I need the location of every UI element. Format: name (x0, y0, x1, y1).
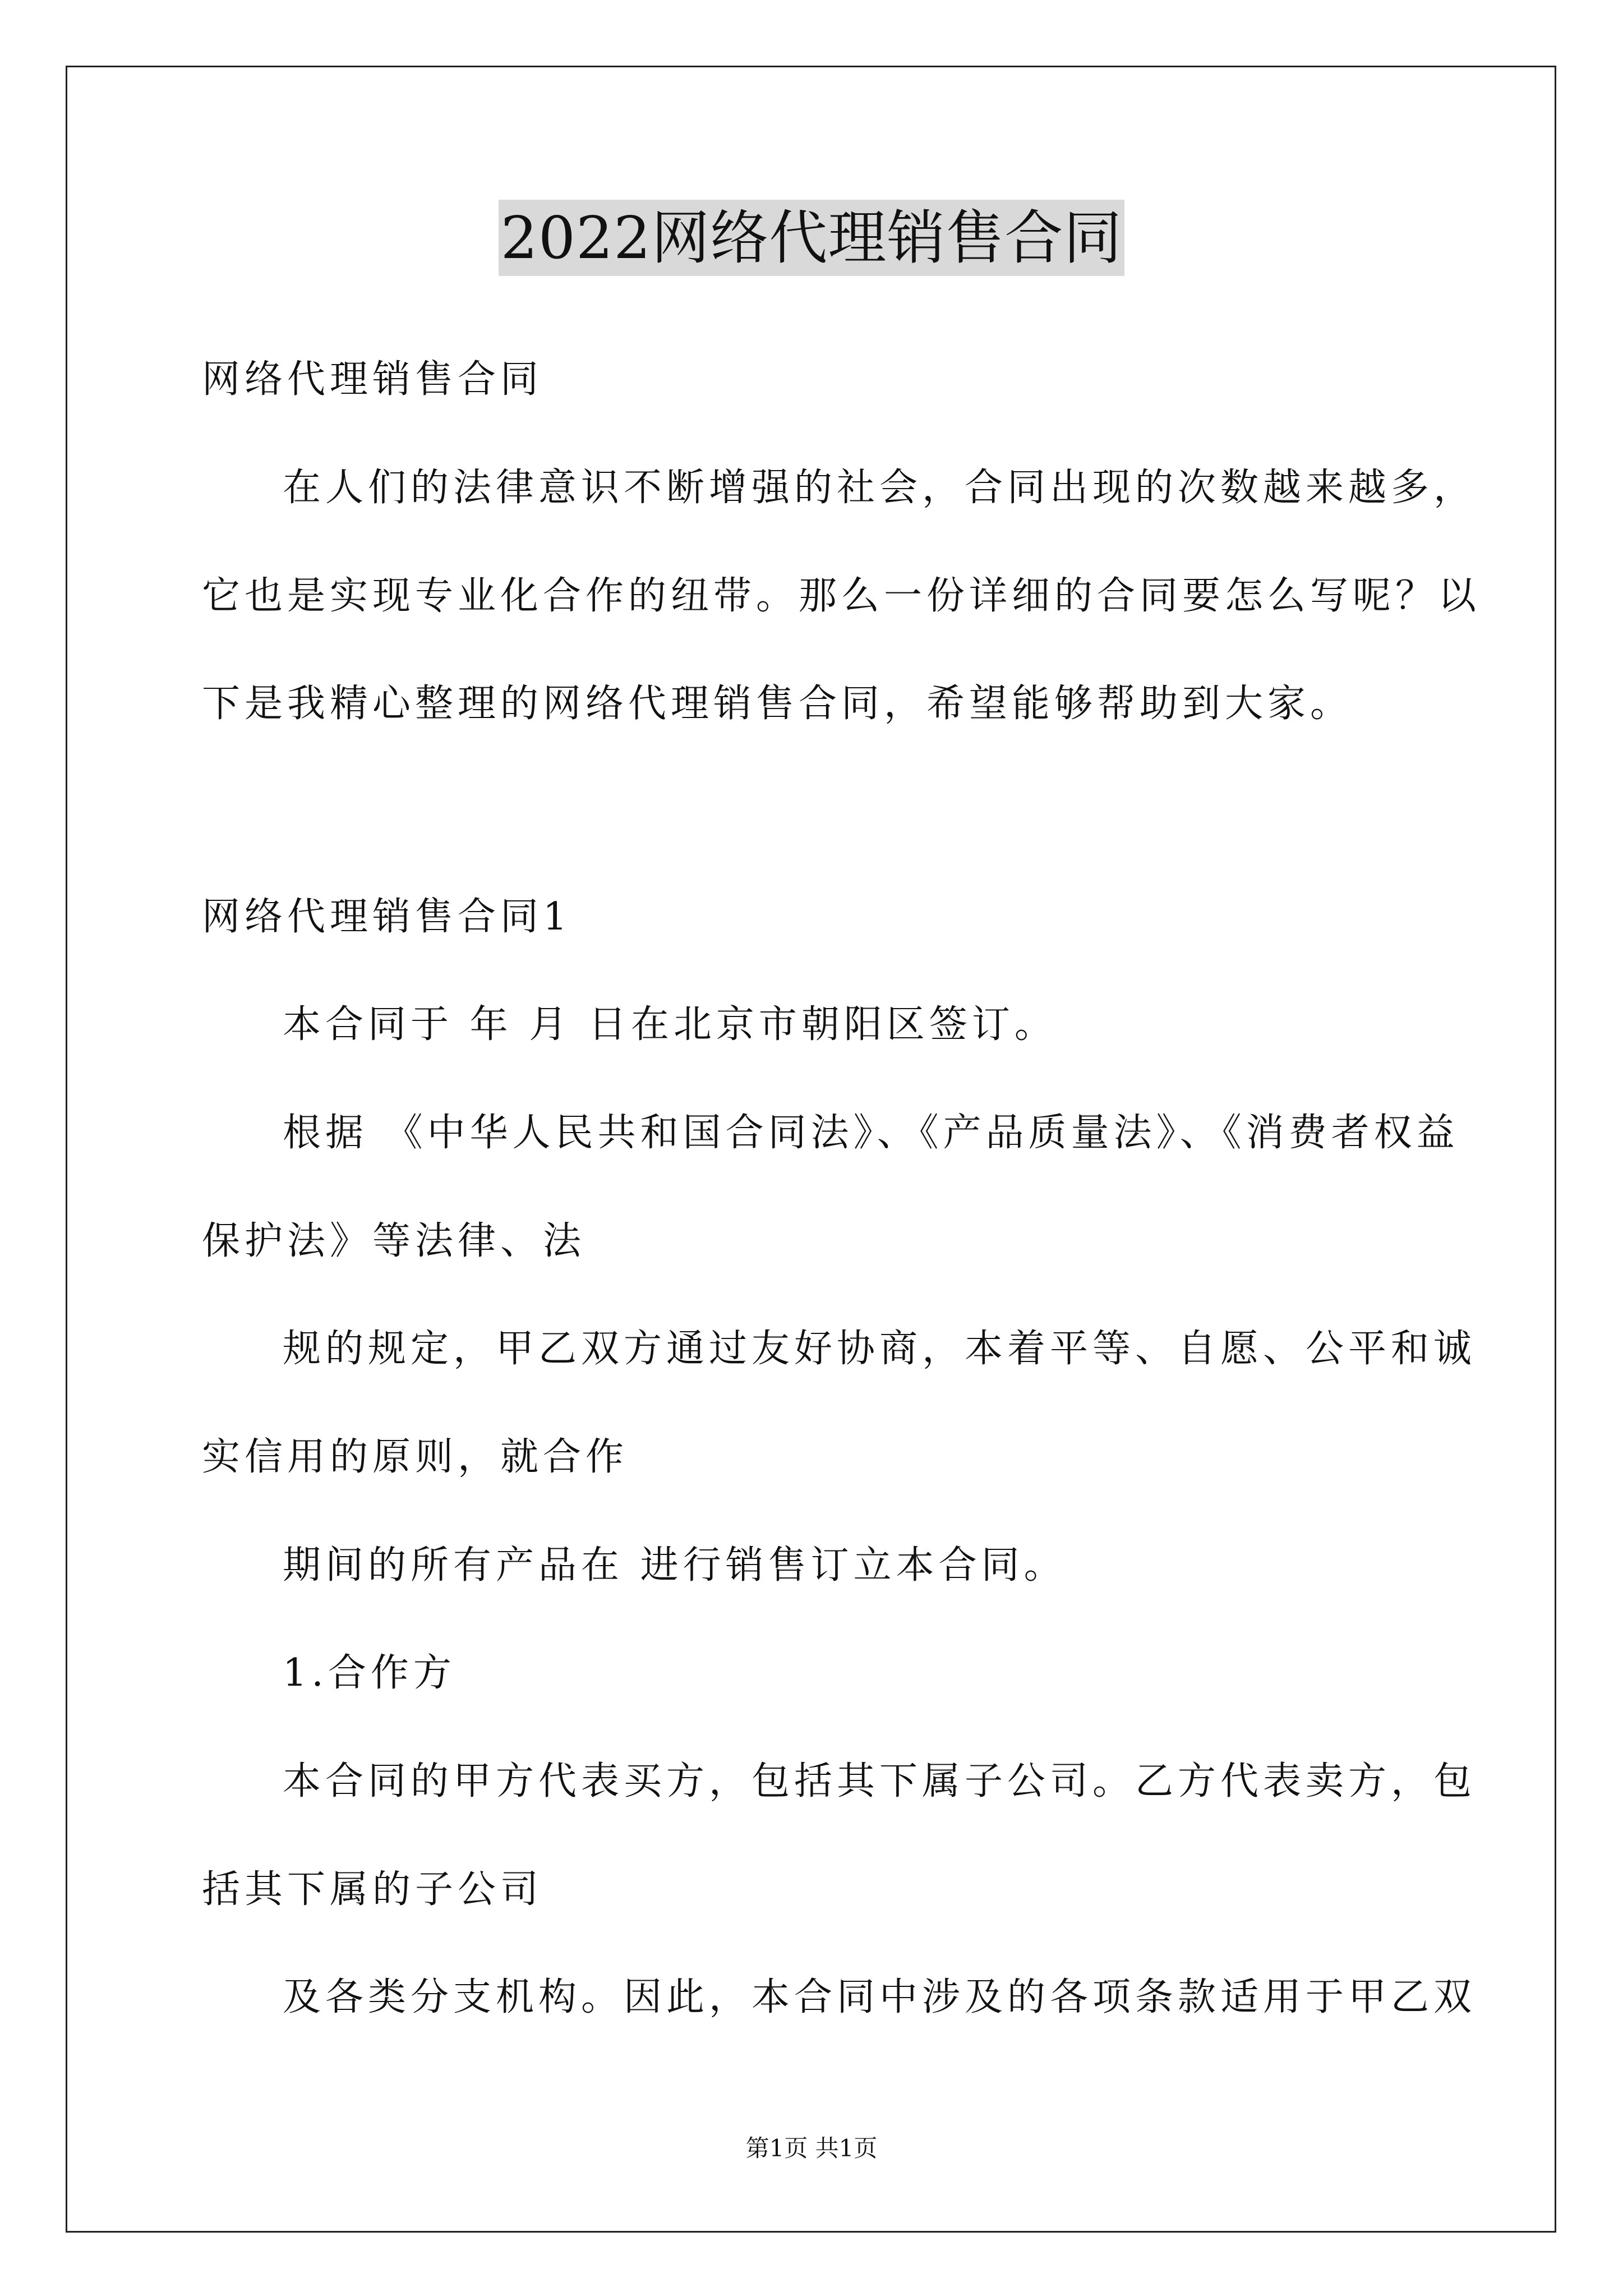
paragraph-line: 保护法》等法律、法 (202, 1219, 586, 1263)
section-heading: 网络代理销售合同1 (202, 895, 572, 939)
paragraph-line: 在人们的法律意识不断增强的社会，合同出现的次数越来越多， (283, 466, 1477, 510)
paragraph-line: 实信用的原则，就合作 (202, 1435, 629, 1479)
paragraph-line: 下是我精心整理的网络代理销售合同，希望能够帮助到大家。 (202, 682, 1353, 726)
paragraph-line: 它也是实现专业化合作的纽带。那么一份详细的合同要怎么写呢？以 (202, 574, 1481, 618)
section-heading: 网络代理销售合同 (202, 357, 543, 402)
paragraph-line: 本合同于 年 月 日在北京市朝阳区签订。 (283, 1002, 1057, 1047)
paragraph-line: 及各类分支机构。因此，本合同中涉及的各项条款适用于甲乙双 (283, 1975, 1477, 2019)
paragraph-line: 规的规定，甲乙双方通过友好协商，本着平等、自愿、公平和诚 (283, 1327, 1477, 1371)
paragraph-line: 括其下属的子公司 (202, 1867, 543, 1912)
page-footer: 第1页 共1页 (745, 2134, 878, 2162)
paragraph-line: 根据 《中华人民共和国合同法》、《产品质量法》、《消费者权益 (283, 1111, 1459, 1155)
paragraph-line: 本合同的甲方代表买方，包括其下属子公司。乙方代表卖方，包 (283, 1759, 1477, 1803)
clause-heading: 1.合作方 (283, 1651, 456, 1695)
title-container (0, 200, 1623, 276)
document-title: 2022网络代理销售合同 (499, 200, 1125, 276)
paragraph-line: 期间的所有产品在 进行销售订立本合同。 (283, 1543, 1067, 1588)
